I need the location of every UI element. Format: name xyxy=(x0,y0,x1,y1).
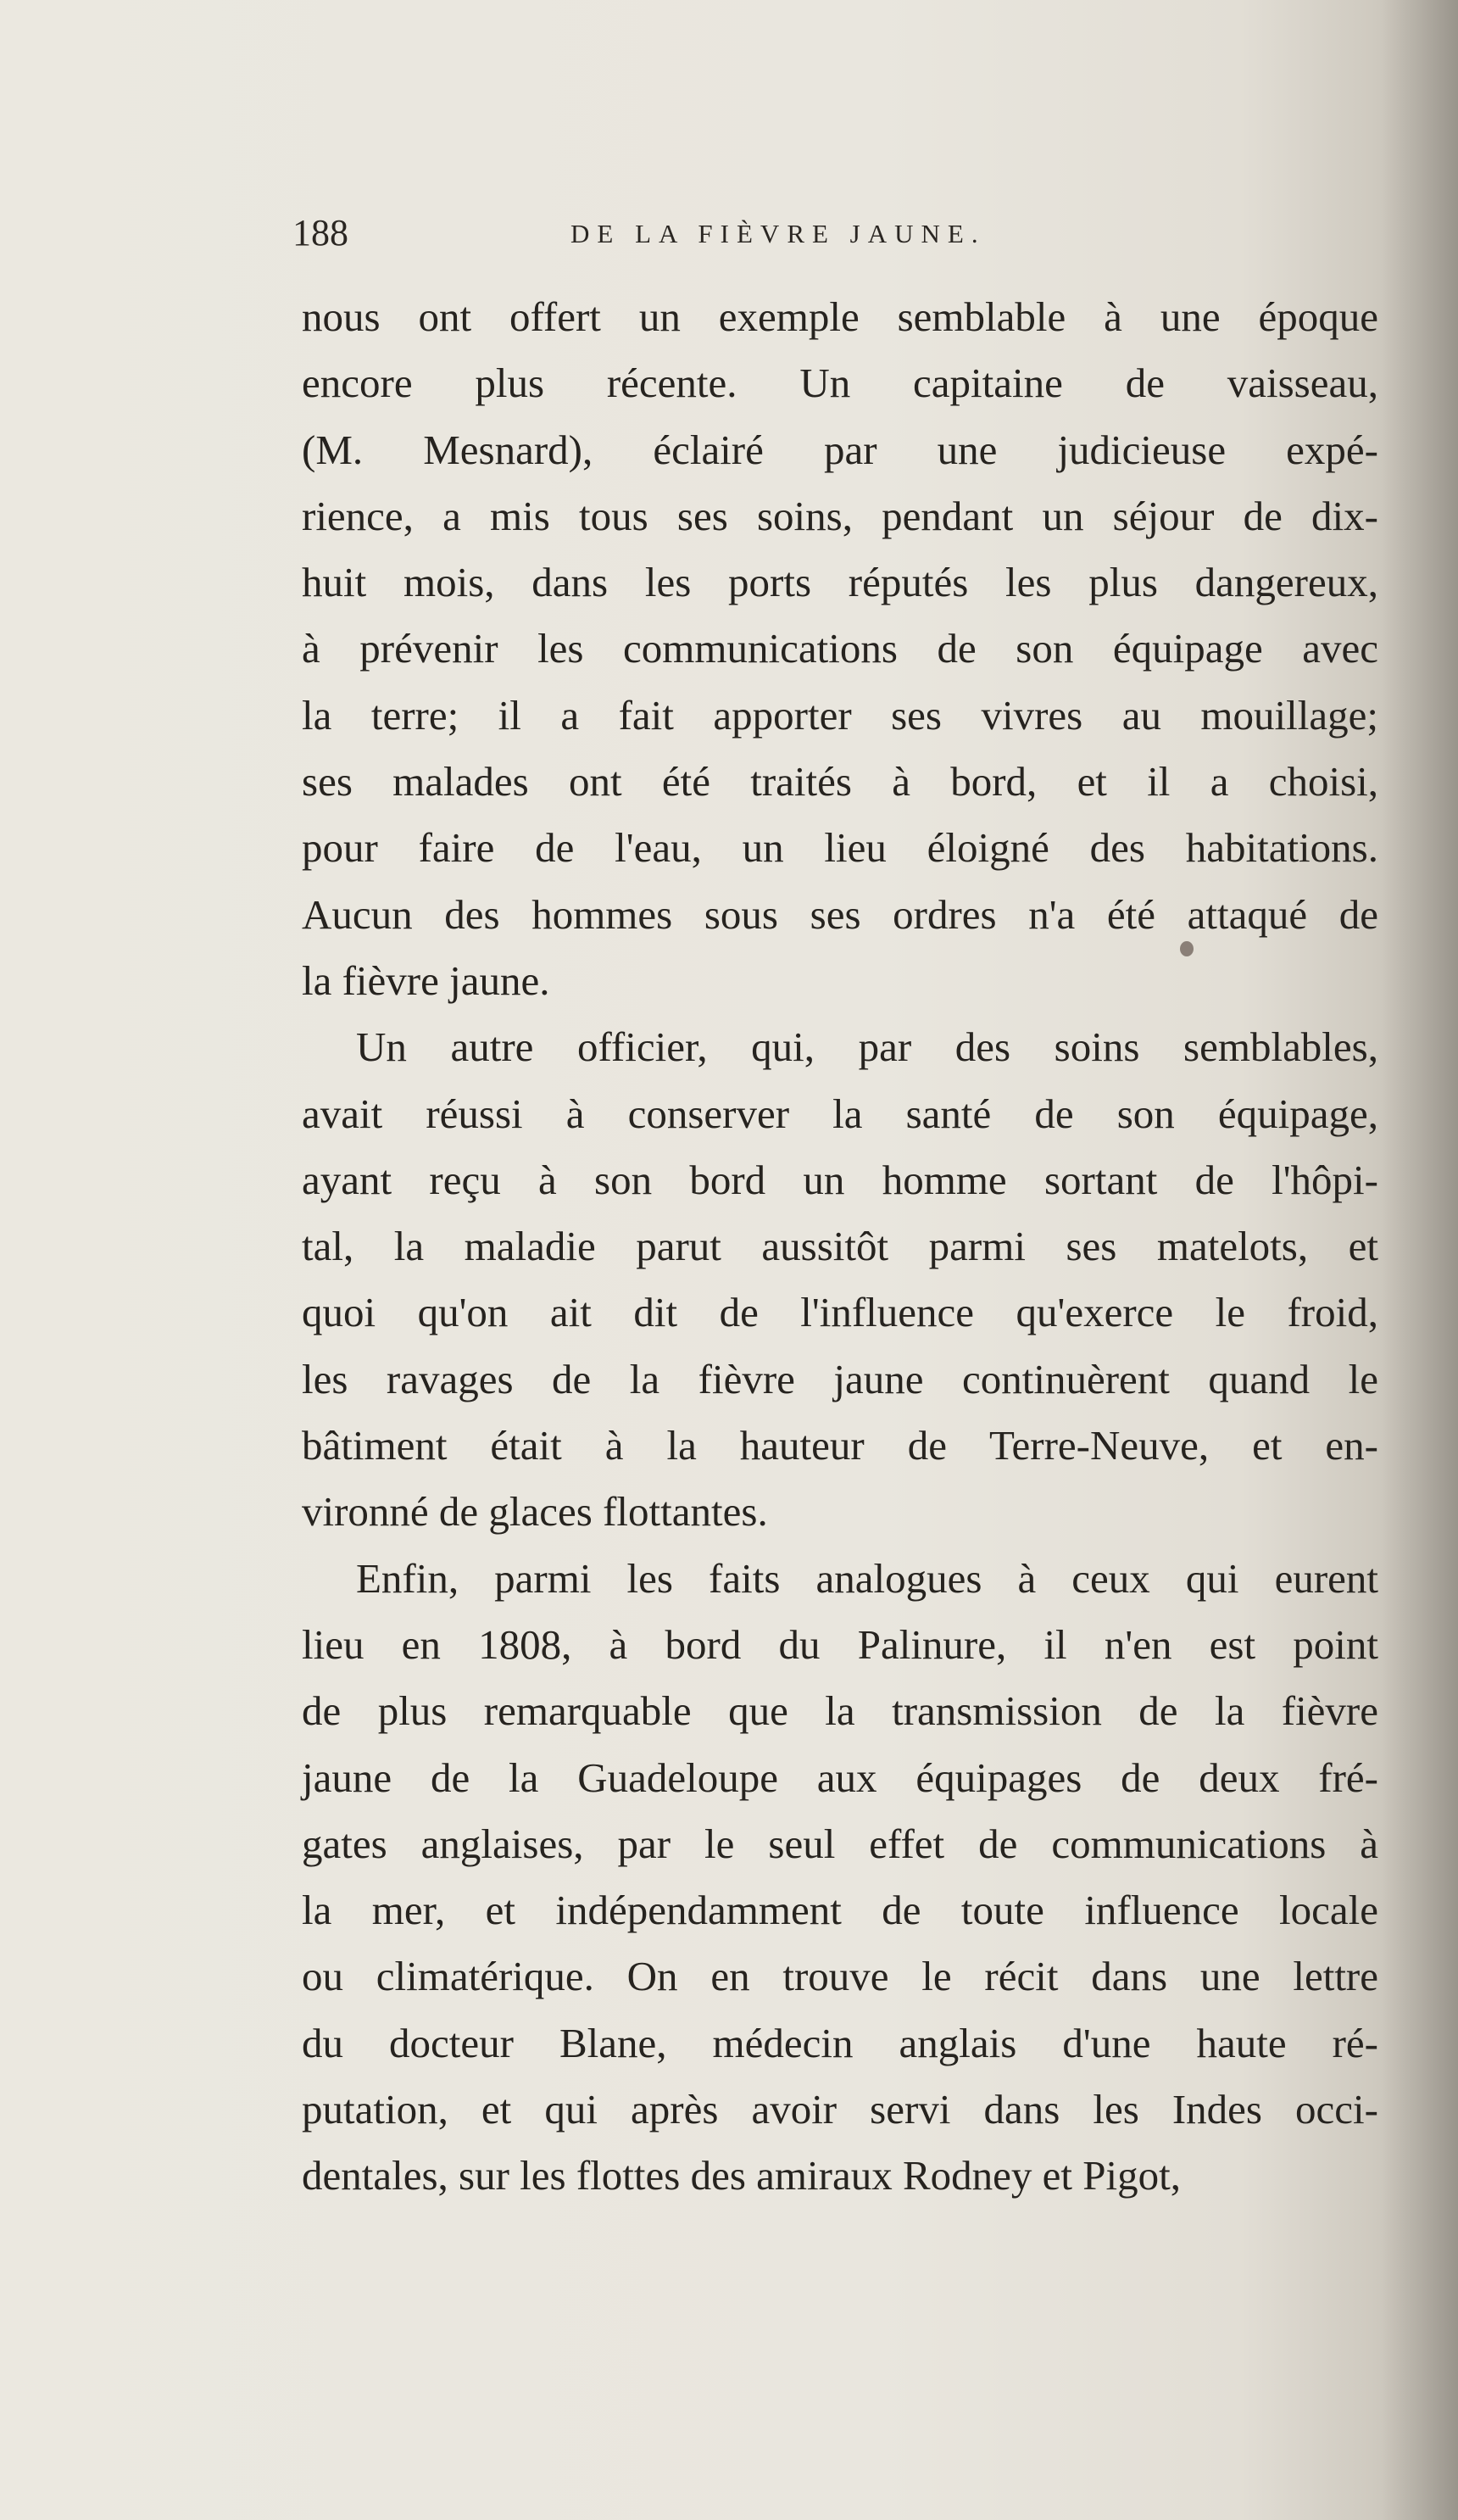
text-line: ses malades ont été traités à bord, et il a choisi, xyxy=(302,758,1378,806)
text-line: pour faire de l'eau, un lieu éloigné des habitations. xyxy=(302,824,1378,872)
text-line: avait réussi à conserver la santé de son équipage, xyxy=(302,1090,1378,1137)
text-line: dentales, sur les flottes des amiraux Rodney et Pigot, xyxy=(302,2152,1181,2199)
text-line: nous ont offert un exemple semblable à une époque xyxy=(302,293,1378,340)
text-line: bâtiment était à la hauteur de Terre-Neuve, et en- xyxy=(302,1422,1378,1469)
text-line: les ravages de la fièvre jaune continuèrent quand le xyxy=(302,1355,1378,1402)
text-line: du docteur Blane, médecin anglais d'une haute ré- xyxy=(302,2019,1378,2066)
body-text xyxy=(302,284,1378,2210)
text-line: la mer, et indépendamment de toute influence locale xyxy=(302,1887,1378,1934)
text-line: rience, a mis tous ses soins, pendant un séjour de dix- xyxy=(302,492,1378,539)
page-header xyxy=(292,212,1098,254)
text-line: jaune de la Guadeloupe aux équipages de deux fré- xyxy=(302,1753,1378,1801)
text-line: ayant reçu à son bord un homme sortant de l'hôpi- xyxy=(302,1156,1378,1203)
text-line: ou climatérique. On en trouve le récit dans une lettre xyxy=(302,1953,1378,2000)
text-line: tal, la maladie parut aussitôt parmi ses matelots, et xyxy=(302,1223,1378,1270)
text-line: Un autre officier, qui, par des soins semblables, xyxy=(356,1023,1378,1071)
text-line: à prévenir les communications de son équipage avec xyxy=(302,625,1378,672)
text-line: de plus remarquable que la transmission de la fièvre xyxy=(302,1687,1378,1735)
page-gutter-shadow xyxy=(1382,0,1458,2520)
text-line: putation, et qui après avoir servi dans les Indes occi- xyxy=(302,2086,1378,2133)
text-line: (M. Mesnard), éclairé par une judicieuse expé- xyxy=(302,426,1378,473)
text-line: la fièvre jaune. xyxy=(302,956,550,1004)
text-line: lieu en 1808, à bord du Palinure, il n'en est point xyxy=(302,1620,1378,1668)
text-line: Enfin, parmi les faits analogues à ceux qui eurent xyxy=(356,1554,1378,1602)
text-line: huit mois, dans les ports réputés les plus dangereux, xyxy=(302,559,1378,606)
running-title: DE LA FIÈVRE JAUNE. xyxy=(570,219,986,248)
text-line: vironné de glaces flottantes. xyxy=(302,1488,768,1536)
text-line: quoi qu'on ait dit de l'influence qu'exerce le froid, xyxy=(302,1289,1378,1336)
page-number: 188 xyxy=(292,212,348,254)
text-line: la terre; il a fait apporter ses vivres au mouillage; xyxy=(302,691,1378,739)
text-line: encore plus récente. Un capitaine de vaisseau, xyxy=(302,360,1378,407)
text-line: gates anglaises, par le seul effet de communications à xyxy=(302,1820,1378,1867)
text-line: Aucun des hommes sous ses ordres n'a été attaqué de xyxy=(302,890,1378,938)
